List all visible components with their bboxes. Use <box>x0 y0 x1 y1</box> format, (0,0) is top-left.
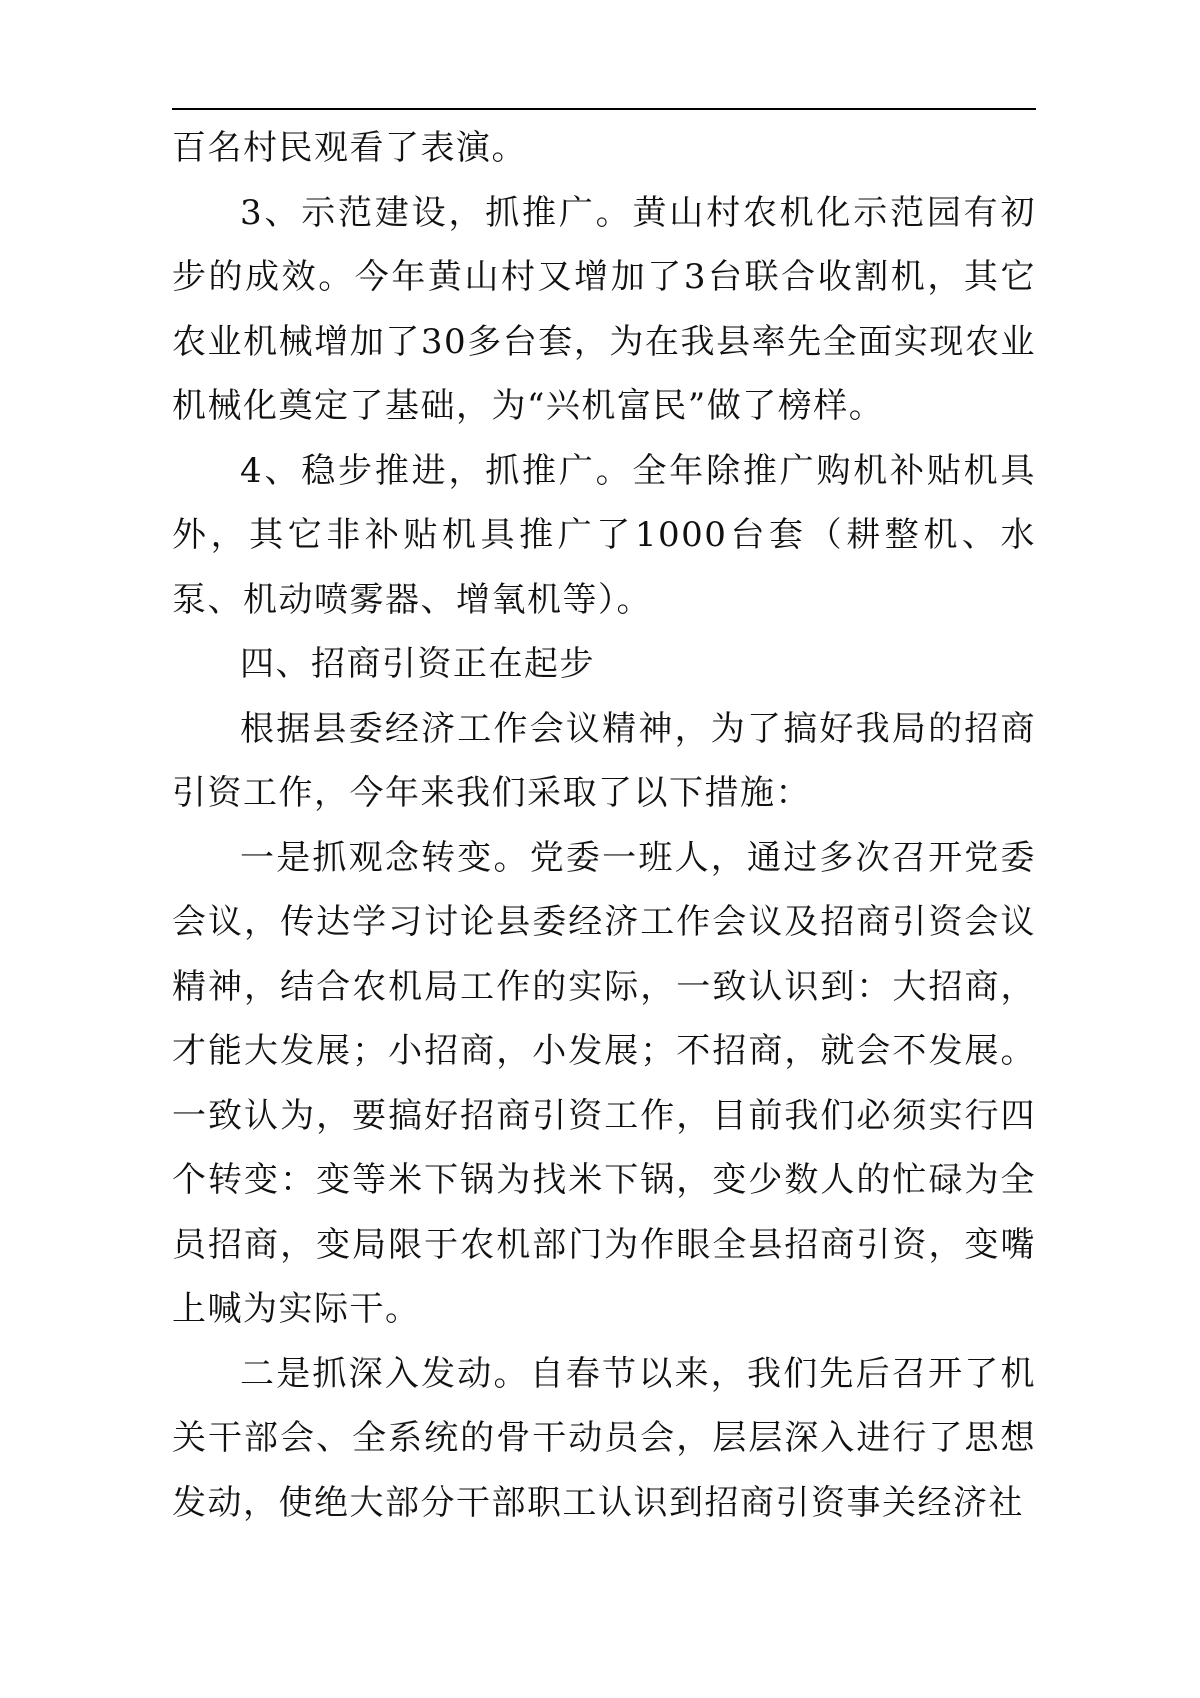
paragraph-2: 3、示范建设，抓推广。黄山村农机化示范园有初步的成效。今年黄山村又增加了3台联合收割机，其它农业机械增加了30多台套，为在我县率先全面实现农业机械化奠定了基础，为“兴机富民”做了榜样。 <box>172 192 1036 426</box>
paragraph-5: 根据县委经济工作会议精神，为了搞好我局的招商引资工作，今年来我们采取了以下措施： <box>172 708 1036 813</box>
document-body <box>172 116 1036 1535</box>
paragraph-6: 一是抓观念转变。党委一班人，通过多次召开党委会议，传达学习讨论县委经济工作会议及招商引资会议精神，结合农机局工作的实际，一致认识到：大招商，才能大发展；小招商，小发展；不招商，就会不发展。一致认为，要搞好招商引资工作，目前我们必须实行四个转变：变等米下锅为找米下锅，变少数人的忙碌为全员招商，变局限于农机部门为作眼全县招商引资，变嘴上喊为实际干。 <box>172 837 1036 1329</box>
paragraph-3: 4、稳步推进，抓推广。全年除推广购机补贴机具外，其它非补贴机具推广了1000台套（耕整机、水泵、机动喷雾器、增氧机等）。 <box>172 450 1036 620</box>
header-rule <box>172 108 1036 110</box>
section-heading-4: 四、招商引资正在起步 <box>240 644 595 684</box>
paragraph-7: 二是抓深入发动。自春节以来，我们先后召开了机关干部会、全系统的骨干动员会，层层深入进行了思想发动，使绝大部分干部职工认识到招商引资事关经济社 <box>172 1353 1036 1523</box>
paragraph-1: 百名村民观看了表演。 <box>172 128 527 168</box>
